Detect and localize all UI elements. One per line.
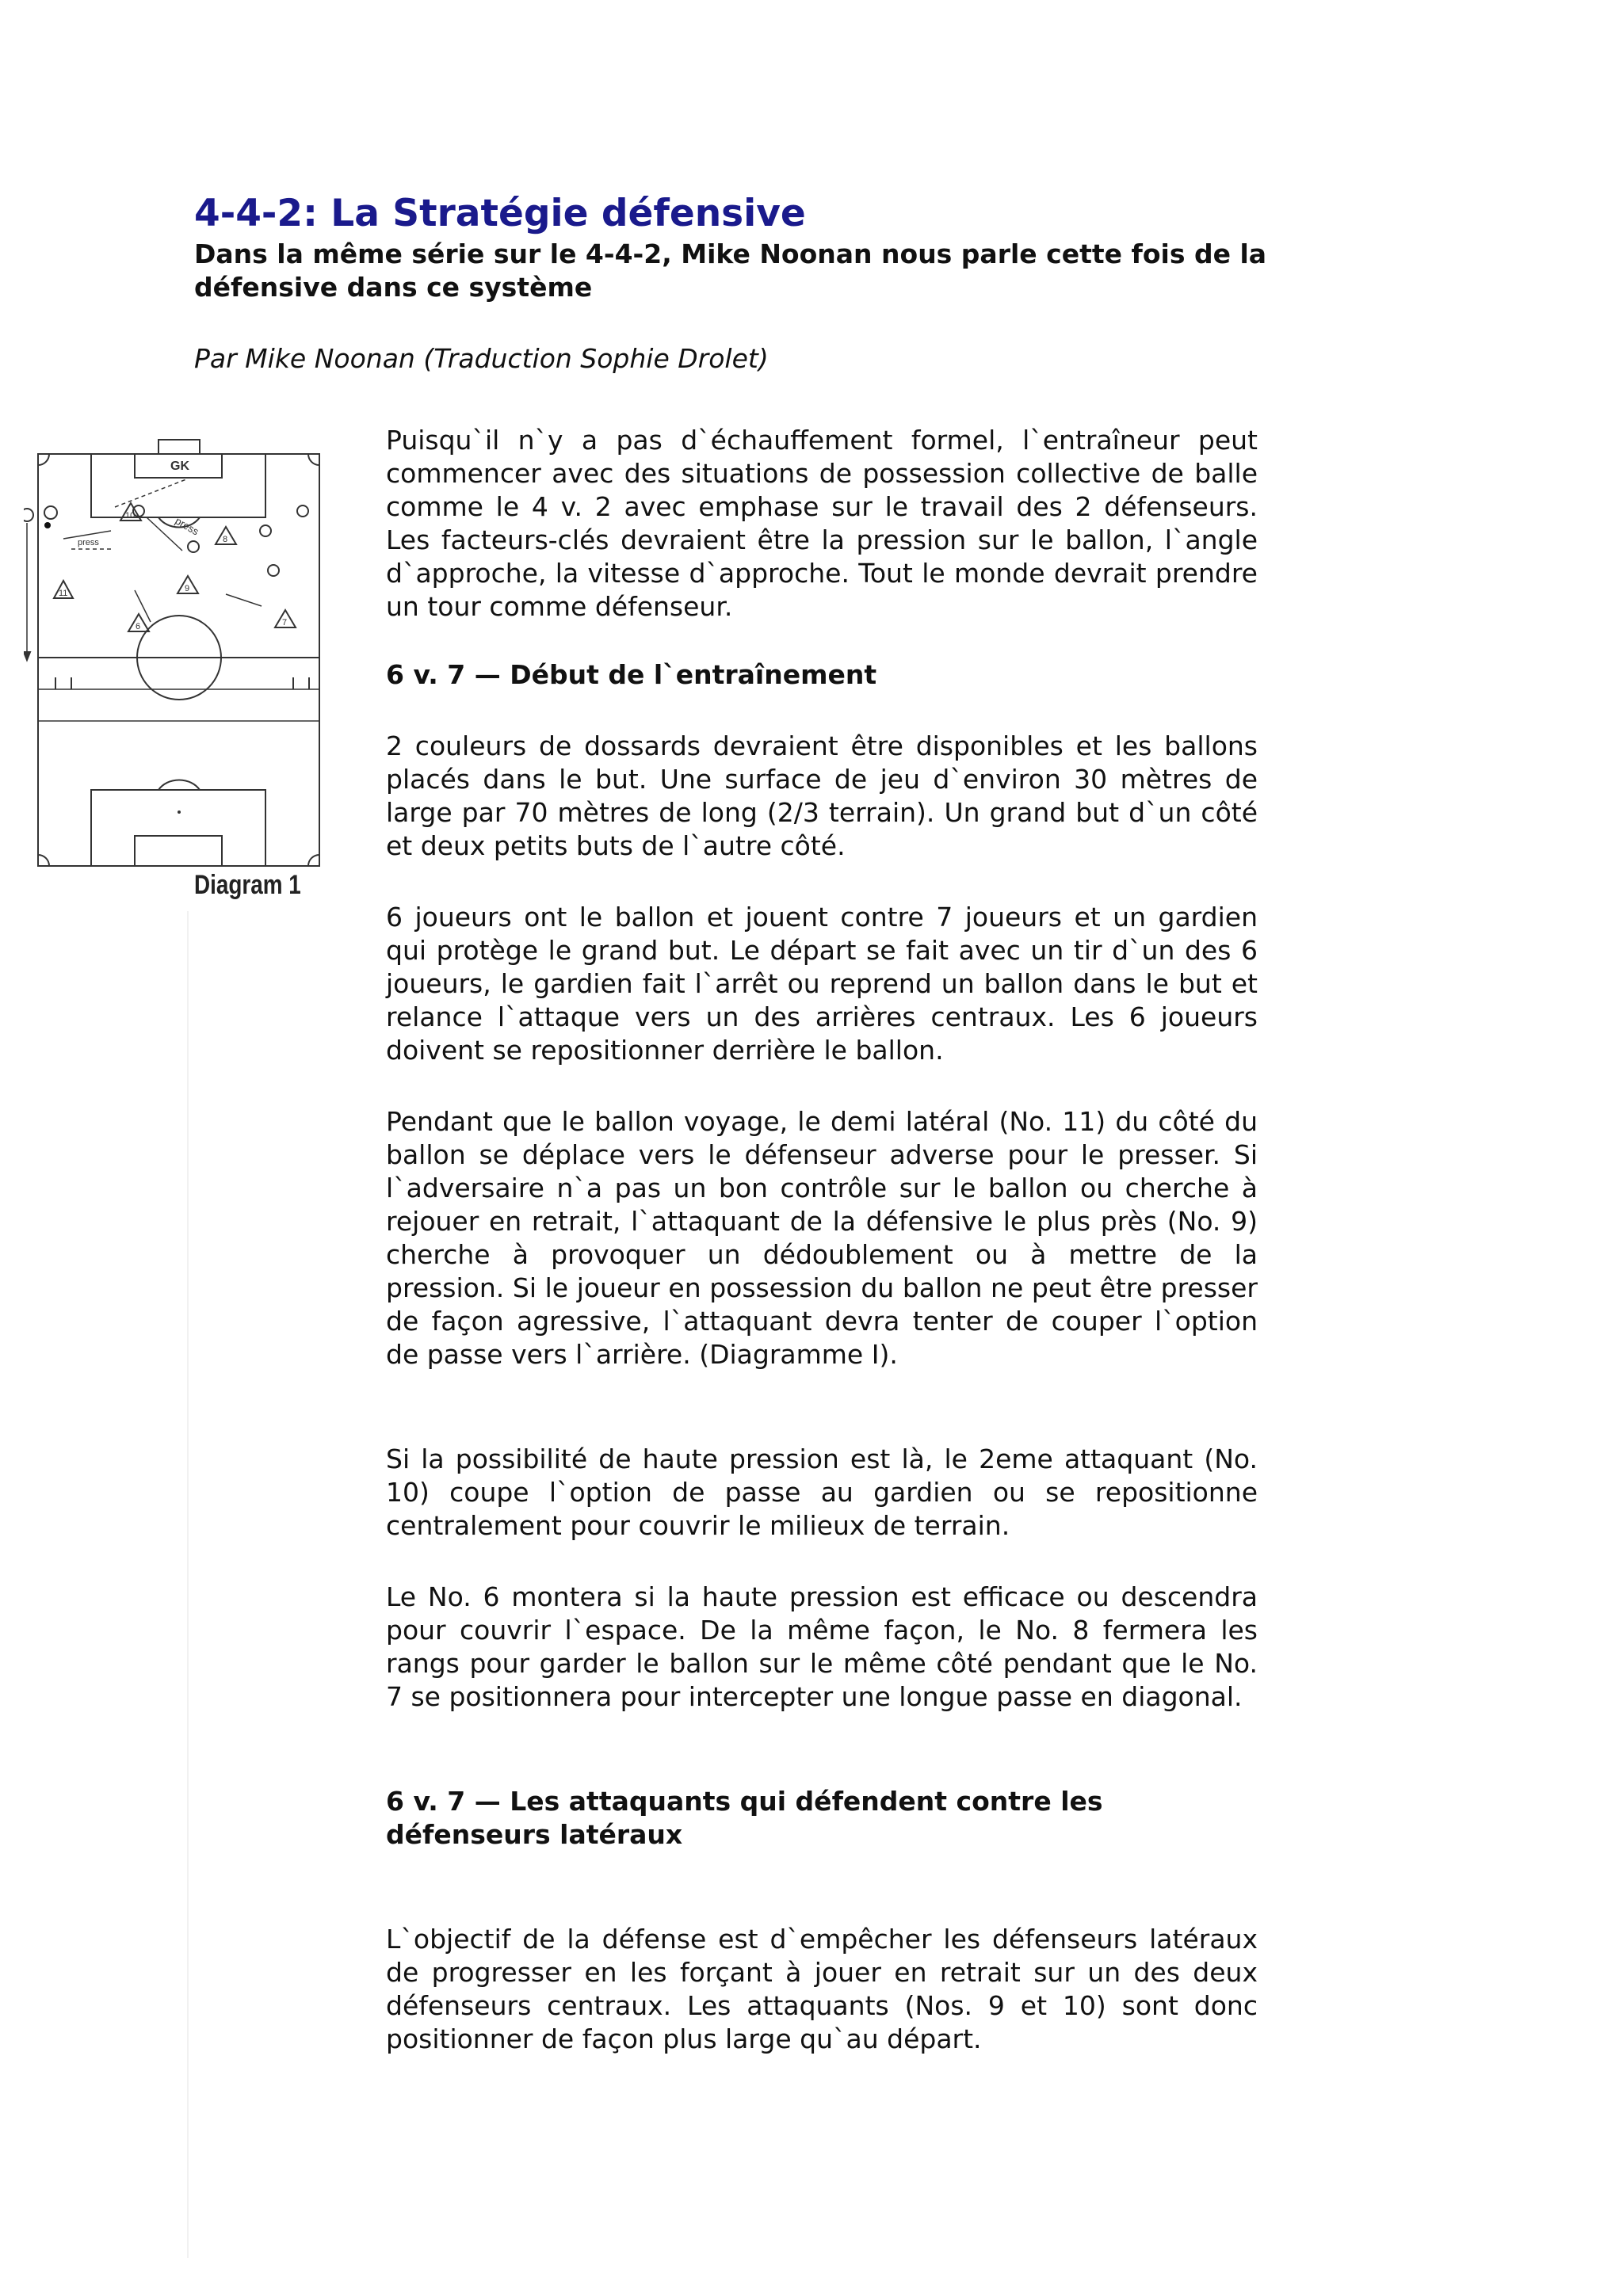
bottom-penalty-arc bbox=[158, 780, 200, 790]
article-subtitle: Dans la même série sur le 4-4-2, Mike Noonan nous parle cette fois de la défensive dans ce système bbox=[194, 238, 1267, 303]
svg-text:7: 7 bbox=[282, 618, 288, 627]
top-goal bbox=[158, 440, 200, 454]
paragraph: Puisqu`il n`y a pas d`échauffement formel, l`entraîneur peut commencer avec des situations de possession collective de balle comme le 4 v. 2 avec emphase sur le travail des 2 défenseurs. Les facteurs-clés devraient être la pression sur le ballon, l`angle d`approche, la vitesse d`approche. Tout le monde devrait prendre un tour comme défenseur. bbox=[386, 425, 1258, 622]
svg-text:11: 11 bbox=[59, 589, 68, 598]
cone bbox=[260, 525, 271, 536]
svg-text:8: 8 bbox=[223, 535, 228, 544]
press-label-left: press bbox=[78, 538, 99, 547]
svg-text:10: 10 bbox=[125, 511, 136, 521]
paragraph: Pendant que le ballon voyage, le demi latéral (No. 11) du côté du ballon se déplace vers le défenseur adverse pour le presser. Si l`adversaire n`a pas un bon contrôle sur le ballon ou cherche à rejouer en retrait, l`attaquant de la défensive le plus près (No. 9) cherche à provoquer un dédoublement ou à mettre de la pression. Si le joueur en possession du ballon ne peut être presser de façon agressive, l`attaquant devra tenter de couper l`option de passe vers l`arrière. (Diagramme I). bbox=[386, 1106, 1258, 1370]
cone bbox=[297, 505, 308, 517]
paragraph: Le No. 6 montera si la haute pression est efficace ou descendra pour couvrir l`espace. De la même façon, le No. 8 fermera les rangs pour garder le ballon sur le même côté pendant que le No. 7 se positionnera pour intercepter une longue passe en diagonal. bbox=[386, 1581, 1258, 1712]
paragraph: Si la possibilité de haute pression est là, le 2eme attaquant (No. 10) coupe l`option de passe au gardien ou se repositionne centralement pour couvrir le milieux de terrain. bbox=[386, 1444, 1258, 1541]
svg-text:6: 6 bbox=[136, 622, 141, 631]
gk-label: GK bbox=[170, 460, 189, 473]
paragraph: L`objectif de la défense est d`empêcher les défenseurs latéraux de progresser en les forçant à jouer en retrait sur un des deux défenseurs centraux. Les attaquants (Nos. 9 et 10) sont donc positionner de façon plus large qu`au départ. bbox=[386, 1924, 1258, 2054]
paragraph: 2 couleurs de dossards devraient être disponibles et les ballons placés dans le but. Une surface de jeu d`environ 30 mètres de large par 70 mètres de long (2/3 terrain). Un grand but d`un côté et deux petits buts de l`autre côté. bbox=[386, 730, 1258, 861]
cone bbox=[268, 565, 279, 576]
article-byline: Par Mike Noonan (Traduction Sophie Drolet) bbox=[194, 343, 769, 374]
cone bbox=[24, 509, 33, 521]
cone bbox=[44, 506, 57, 519]
article-body bbox=[386, 424, 1258, 2056]
soccer-field-diagram bbox=[24, 432, 341, 907]
bottom-goal-box bbox=[135, 836, 222, 866]
press-label-right: press bbox=[173, 514, 201, 538]
cone bbox=[188, 541, 199, 552]
bottom-penalty-box bbox=[91, 790, 265, 866]
article-title: 4-4-2: La Stratégie défensive bbox=[194, 192, 806, 235]
paragraph: 6 joueurs ont le ballon et jouent contre 7 joueurs et un gardien qui protège le grand but. Le départ se fait avec un tir d`un des 6 joueurs, le gardien fait l`arrêt ou reprend un ballon dans le but et relance l`attaque vers un des arrières centraux. Les 6 joueurs doivent se repositionner derrière le ballon. bbox=[386, 902, 1258, 1066]
page-margin-shade bbox=[187, 911, 189, 2258]
section-heading: 6 v. 7 — Début de l`entraînement bbox=[386, 659, 877, 690]
section-heading: 6 v. 7 — Les attaquants qui défendent contre les défenseurs latéraux bbox=[386, 1786, 1103, 1850]
diagram-caption: Diagram 1 bbox=[194, 870, 301, 900]
svg-text:9: 9 bbox=[185, 584, 190, 593]
